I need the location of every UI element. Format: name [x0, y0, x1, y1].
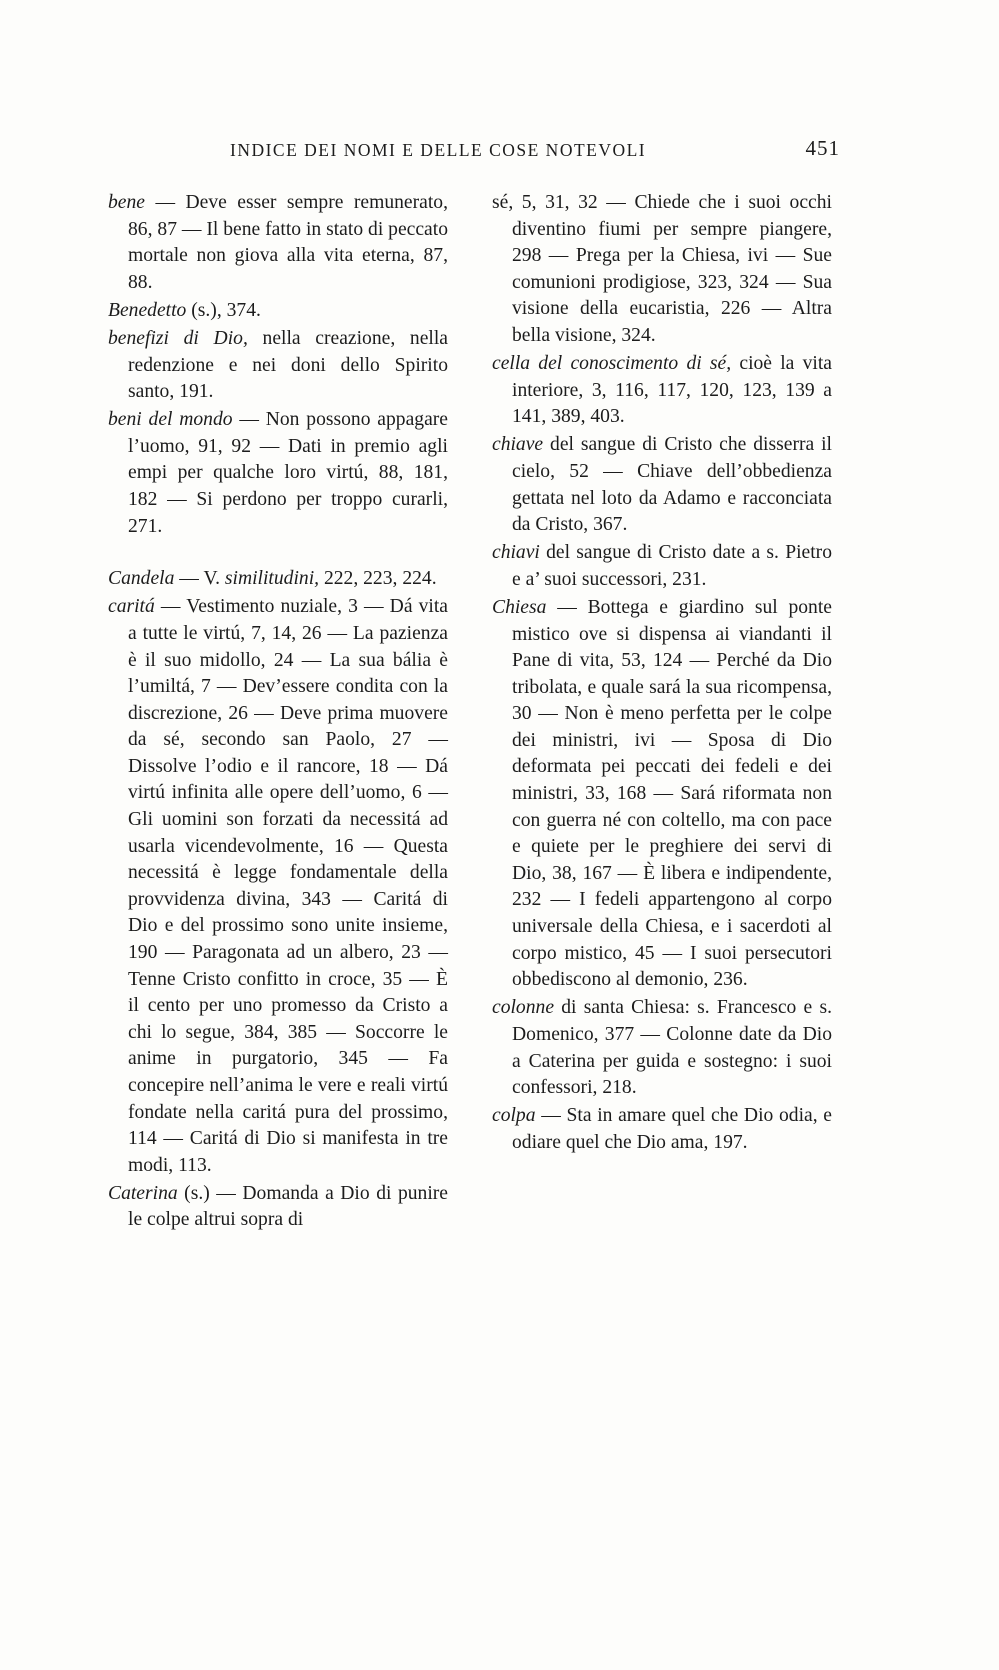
entry-head: bene	[108, 192, 145, 213]
index-entry	[492, 1103, 832, 1156]
entry-cross-reference: similitudini,	[224, 568, 320, 590]
entry-text: — Sta in amare quel che Dio odia, e odiare quel che Dio ama, 197.	[512, 1105, 832, 1153]
index-entry	[492, 540, 832, 593]
entry-head: Benedetto	[108, 299, 187, 321]
entry-text: del sangue di Cristo date a s. Pietro e a’ suoi successori, 231.	[512, 542, 832, 590]
page-number: 451	[805, 136, 840, 160]
right-column	[492, 190, 832, 1158]
index-entry	[492, 432, 832, 538]
entry-text: sé, 5, 31, 32 — Chiede che i suoi occhi diventino fiumi per sempre piangere, 298 — Prega per la Chiesa, ivi — Sue comunioni prodigiose, 323, 324 — Sua visione della eucaristia, 226 — Altra bella visione, 324.	[492, 192, 832, 346]
entry-head: colonne	[492, 997, 555, 1019]
entry-text: nella creazione, nella redenzione e nei doni dello Spirito santo, 191.	[128, 327, 448, 403]
running-header	[230, 136, 840, 170]
entry-head: Caterina	[108, 1182, 178, 1204]
entry-text: — Vestimento nuziale, 3 — Dá vita a tutte le virtú, 7, 14, 26 — La pazienza è il suo midollo, 24 — La sua bália è l’umiltá, 7 — Dev’essere condita con la discrezione, 26 — Deve prima muovere da sé, secondo san Paolo, 27 — Dissolve l’odio e il rancore, 18 — Dá virtú infinita alle opere dell’uomo, 6 — Gli uomini son forzati da necessitá ad usarla vicendevolmente, 16 — Questa necessitá è legge fondamentale della provvidenza divina, 343 — Caritá di Dio e del prossimo sono unite insieme, 190 — Paragonata ad un albero, 23 — Tenne Cristo confitto in croce, 35 — È il cento per uno promesso da Cristo a chi lo segue, 384, 385 — Soccorre le anime in purgatorio, 345 — Fa concepire nell’anima le vere e reali virtú fondate nella caritá pura del prossimo, 114 — Caritá di Dio si manifesta in tre modi, 113.	[128, 596, 448, 1176]
header-title: INDICE DEI NOMI E DELLE COSE NOTEVOLI	[230, 140, 647, 160]
index-entry	[108, 407, 448, 540]
entry-text: cioè la vita interiore, 3, 116, 117, 120, 123, 139 a 141, 389, 403.	[512, 353, 832, 428]
index-entry	[108, 594, 448, 1179]
entry-head: chiave	[492, 434, 544, 456]
index-entry	[108, 1181, 448, 1234]
entry-text: di santa Chiesa: s. Francesco e s. Domenico, 377 — Colonne date da Dio a Caterina per guida e sostegno: i suoi confessori, 218.	[512, 997, 832, 1099]
index-entry	[108, 326, 448, 406]
left-column	[108, 190, 448, 1236]
entry-head: benefizi di Dio,	[108, 327, 248, 349]
entry-text: — Deve esser sempre remunerato, 86, 87 — Il bene fatto in stato di peccato mortale non giova alla vita eterna, 87, 88.	[128, 192, 448, 293]
entry-head: chiavi	[492, 542, 540, 564]
entry-text: — Bottega e giardino sul ponte mistico ove si dispensa ai viandanti il Pane di vita, 53, 124 — Perché da Dio tribolata, e quale sará la sua ricompensa, 30 — Non è meno perfetta per le colpe dei ministri, ivi — Sposa di Dio deformata pei peccati dei fedeli e dei ministri, 33, 168 — Sará riformata non con guerra né con coltello, ma con pace e quiete per le preghiere dei servi di Dio, 38, 167 — È libera e indipendente, 232 — I fedeli appartengono al corpo universale della Chiesa, e i sacerdoti al corpo mistico, 45 — I suoi persecutori obbediscono al demonio, 236.	[512, 596, 832, 991]
index-entry	[492, 595, 832, 994]
index-entry	[492, 351, 832, 431]
entry-text: — V.	[174, 568, 225, 590]
entry-head: caritá	[108, 596, 155, 618]
index-entry-continuation	[492, 190, 832, 350]
entry-head: cella del conoscimento di sé,	[492, 353, 732, 375]
entry-head: colpa	[492, 1105, 536, 1127]
entry-text: — Non possono appagare l’uomo, 91, 92 — Dati in premio agli empi per qualche loro virtú, 88, 181, 182 — Si perdono per troppo curarli, 271.	[128, 409, 448, 537]
index-entry	[108, 566, 448, 593]
index-entry	[108, 298, 448, 325]
entry-text: (s.) — Domanda a Dio di punire le colpe altrui sopra di	[128, 1182, 448, 1231]
entry-text: del sangue di Cristo che disserra il cielo, 52 — Chiave dell’obbedienza gettata nel loto da Adamo e racconciata da Cristo, 367.	[512, 434, 832, 536]
entry-head: Candela	[108, 568, 175, 590]
index-entry	[492, 995, 832, 1101]
index-entry	[108, 190, 448, 296]
entry-text: (s.), 374.	[186, 299, 261, 321]
entry-head: Chiesa	[492, 596, 547, 618]
entry-text-tail: 222, 223, 224.	[319, 568, 437, 590]
entry-head: beni del mondo	[108, 409, 233, 431]
